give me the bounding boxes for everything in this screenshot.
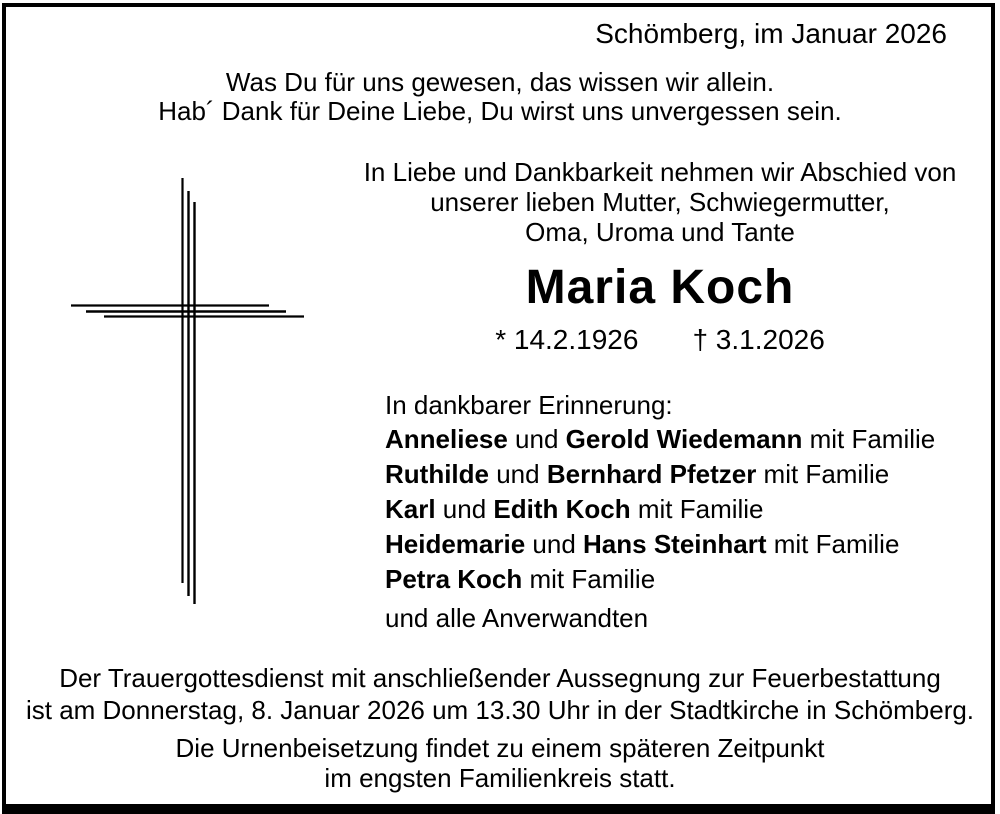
urn-line: Die Urnenbeisetzung findet zu einem späteren Zeitpunkt bbox=[175, 733, 825, 763]
intro-line: unserer lieben Mutter, Schwiegermutter, bbox=[430, 187, 890, 217]
family-suffix: mit Familie bbox=[522, 564, 656, 594]
remembrance-heading: In dankbarer Erinnerung: bbox=[385, 390, 673, 420]
mourner-name: Edith Koch bbox=[493, 494, 631, 524]
mourner-line bbox=[385, 562, 935, 597]
service-line: ist am Donnerstag, 8. Januar 2026 um 13.30 Uhr in der Stadtkirche in Schömberg. bbox=[25, 695, 975, 725]
mourner-name: Heidemarie bbox=[385, 529, 526, 559]
mourner-line bbox=[385, 492, 935, 527]
cross-icon bbox=[60, 170, 320, 615]
mourner-name: Karl bbox=[385, 494, 436, 524]
mourner-line bbox=[385, 457, 935, 492]
epigraph-line: Hab´ Dank für Deine Liebe, Du wirst uns unvergessen sein. bbox=[158, 96, 842, 126]
family-suffix: mit Familie bbox=[630, 494, 764, 524]
family-suffix: mit Familie bbox=[766, 529, 900, 559]
connector-text: und bbox=[507, 424, 566, 454]
service-announcement bbox=[0, 662, 1000, 726]
urn-burial-note bbox=[0, 733, 1000, 793]
mourner-name: Bernhard Pfetzer bbox=[546, 459, 757, 489]
life-dates bbox=[345, 324, 975, 355]
connector-text: und bbox=[525, 529, 584, 559]
mourner-name: Petra Koch bbox=[385, 564, 523, 594]
family-suffix: mit Familie bbox=[802, 424, 936, 454]
urn-line: im engsten Familienkreis statt. bbox=[324, 763, 676, 793]
service-line: Der Trauergottesdienst mit anschließender Aussegnung zur Feuerbestattung bbox=[59, 663, 941, 693]
intro-paragraph bbox=[345, 157, 975, 247]
connector-text: und bbox=[435, 494, 494, 524]
relatives-note: und alle Anverwandten bbox=[385, 603, 649, 633]
intro-line: Oma, Uroma und Tante bbox=[525, 217, 795, 247]
mourner-line bbox=[385, 422, 935, 457]
mourners-list bbox=[385, 422, 935, 597]
mourner-line bbox=[385, 527, 935, 562]
deceased-name: Maria Koch bbox=[525, 261, 795, 314]
mourner-name: Ruthilde bbox=[385, 459, 489, 489]
mourner-name: Hans Steinhart bbox=[583, 529, 767, 559]
place-dateline: Schömberg, im Januar 2026 bbox=[595, 18, 947, 49]
birth-date: * 14.2.1926 bbox=[495, 324, 639, 355]
mourner-name: Gerold Wiedemann bbox=[565, 424, 803, 454]
epigraph bbox=[0, 68, 1000, 126]
intro-line: In Liebe und Dankbarkeit nehmen wir Abschied von bbox=[363, 157, 957, 187]
family-suffix: mit Familie bbox=[756, 459, 890, 489]
epigraph-line: Was Du für uns gewesen, das wissen wir allein. bbox=[225, 67, 775, 97]
death-date: † 3.1.2026 bbox=[692, 324, 825, 355]
mourner-name: Anneliese bbox=[385, 424, 508, 454]
connector-text: und bbox=[489, 459, 547, 489]
